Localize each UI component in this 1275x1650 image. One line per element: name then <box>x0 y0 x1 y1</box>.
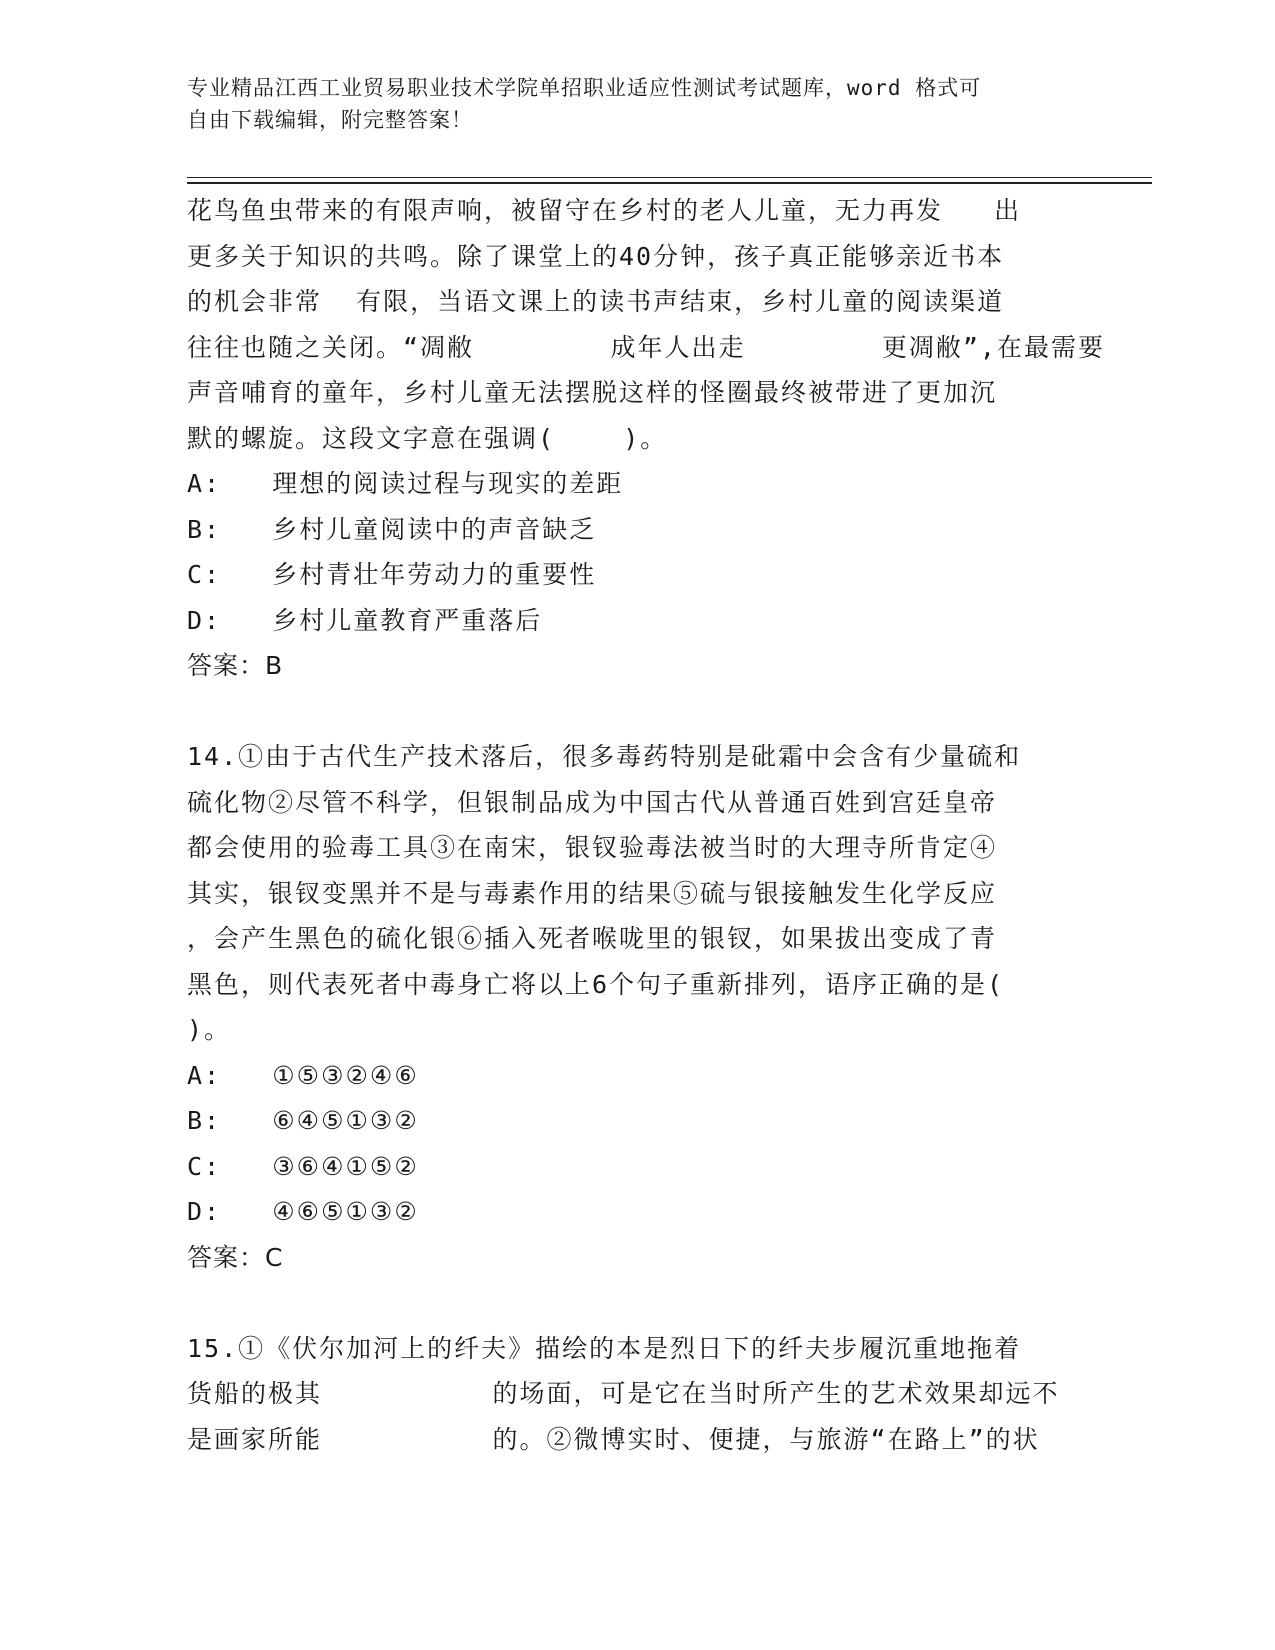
question-15-line: 货船的极其 的场面，可是它在当时所产生的艺术效果却远不 <box>187 1379 1060 1408</box>
option-a: A: 理想的阅读过程与现实的差距 <box>187 469 624 498</box>
answer-line: 答案：C <box>187 1242 284 1272</box>
question-14-line: 硫化物②尽管不科学，但银制品成为中国古代从普通百姓到宫廷皇帝 <box>187 787 998 817</box>
question-13-line: 花鸟鱼虫带来的有限声响，被留守在乡村的老人儿童，无力再发 出 <box>187 196 1022 225</box>
option-b: B: ⑥④⑤①③② <box>187 1106 419 1135</box>
question-13-line: 的机会非常 有限，当语文课上的读书声结束，乡村儿童的阅读渠道 <box>187 287 1005 316</box>
spacer <box>187 689 1067 735</box>
option-d: D: 乡村儿童教育严重落后 <box>187 605 543 635</box>
option-a: A: ①⑤③②④⑥ <box>187 1060 419 1090</box>
answer-line: 答案：B <box>187 651 284 680</box>
question-14 <box>187 734 1067 1280</box>
option-b: B: 乡村儿童阅读中的声音缺乏 <box>187 514 597 544</box>
question-14-line: ，会产生黑色的硫化银⑥插入死者喉咙里的银钗，如果拔出变成了青 <box>187 924 998 953</box>
header-line-1: 专业精品江西工业贸易职业技术学院单招职业适应性测试考试题库，word 格式可 <box>187 76 982 100</box>
question-15-line: 15.①《伏尔加河上的纤夫》描绘的本是烈日下的纤夫步履沉重地拖着 <box>187 1333 1022 1363</box>
question-14-line: 黑色，则代表死者中毒身亡将以上6个句子重新排列，语序正确的是( <box>187 969 1005 999</box>
spacer <box>187 1280 1067 1326</box>
question-13-line: 更多关于知识的共鸣。除了课堂上的40分钟，孩子真正能够亲近书本 <box>187 241 1005 271</box>
header-divider-thick <box>187 182 1152 184</box>
question-15 <box>187 1326 1067 1463</box>
question-14-line: 都会使用的验毒工具③在南宋，银钗验毒法被当时的大理寺所肯定④ <box>187 833 998 862</box>
question-14-line: 14.①由于古代生产技术落后，很多毒药特别是砒霜中会含有少量硫和 <box>187 742 1022 771</box>
header-line-2: 自由下载编辑，附完整答案！ <box>187 108 473 132</box>
page-header <box>187 72 1067 136</box>
option-c: C: 乡村青壮年劳动力的重要性 <box>187 560 597 589</box>
document-body <box>187 188 1105 1462</box>
question-13-line: 默的螺旋。这段文字意在强调( )。 <box>187 423 668 453</box>
header-divider-thin <box>187 177 1152 178</box>
option-d: D: ④⑥⑤①③② <box>187 1197 419 1226</box>
question-13-line: 声音哺育的童年，乡村儿童无法摆脱这样的怪圈最终被带进了更加沉 <box>187 378 998 407</box>
option-c: C: ③⑥④①⑤② <box>187 1151 419 1181</box>
question-13 <box>187 188 1105 689</box>
question-14-line: )。 <box>187 1015 232 1044</box>
question-14-line: 其实，银钗变黑并不是与毒素作用的结果⑤硫与银接触发生化学反应 <box>187 878 998 908</box>
question-15-line: 是画家所能 的。②微博实时、便捷，与旅游“在路上”的状 <box>187 1424 1040 1454</box>
question-13-line: 往往也随之关闭。“凋敝 成年人出走 更凋敝”,在最需要 <box>187 332 1105 362</box>
